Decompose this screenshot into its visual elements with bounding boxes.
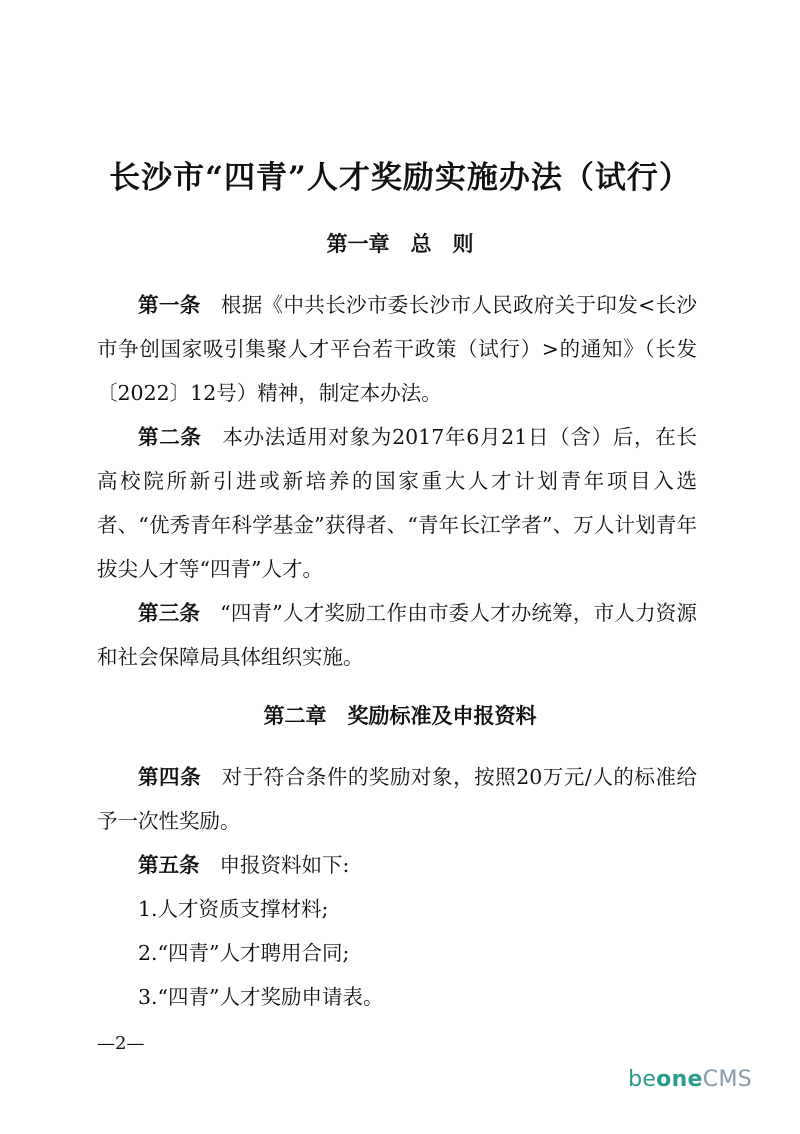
watermark-part-one: one <box>656 1067 703 1092</box>
article-1 <box>97 283 697 415</box>
article-1-label: 第一条 <box>138 293 201 317</box>
article-5-text: 申报资料如下: <box>219 853 350 877</box>
article-4-label: 第四条 <box>138 765 202 789</box>
article-3-label: 第三条 <box>138 601 201 625</box>
list-item: 2.“四青”人才聘用合同; <box>138 941 350 965</box>
document-title: 长沙市“四青”人才奖励实施办法（试行） <box>109 160 691 196</box>
article-3 <box>97 591 697 679</box>
article-3-text: “四青”人才奖励工作由市委人才办统筹，市人力资源和社会保障局具体组织实施。 <box>97 601 697 669</box>
article-4-text: 对于符合条件的奖励对象，按照20万元/人的标准给予一次性奖励。 <box>97 765 698 833</box>
watermark-part-cms: CMS <box>702 1067 752 1092</box>
chapter-heading-2: 第二章 奖励标准及申报资料 <box>263 703 537 728</box>
article-5 <box>97 843 697 887</box>
chapter-heading-1: 第一章 总 则 <box>326 231 474 256</box>
list-item: 1.人才资质支撑材料; <box>138 897 329 921</box>
article-2-text: 本办法适用对象为2017年6月21日（含）后，在长高校院所新引进或新培养的国家重大人才计划青年项目入选者、“优秀青年科学基金”获得者、“青年长江学者”、万人计划青年拔尖人才等“四青”人才。 <box>97 425 697 581</box>
page-number: —2— <box>97 1033 145 1054</box>
watermark-part-be: be <box>628 1067 657 1092</box>
article-4 <box>97 755 697 843</box>
article-2 <box>97 415 697 591</box>
article-5-label: 第五条 <box>138 853 200 877</box>
list-item: 3.“四青”人才奖励申请表。 <box>138 985 384 1009</box>
beonecms-watermark-logo <box>628 1067 752 1092</box>
article-1-text: 根据《中共长沙市委长沙市人民政府关于印发<长沙市争创国家吸引集聚人才平台若干政策（试行）>的通知》（长发〔2022〕12号）精神，制定本办法。 <box>97 293 697 405</box>
article-2-label: 第二条 <box>138 425 202 449</box>
